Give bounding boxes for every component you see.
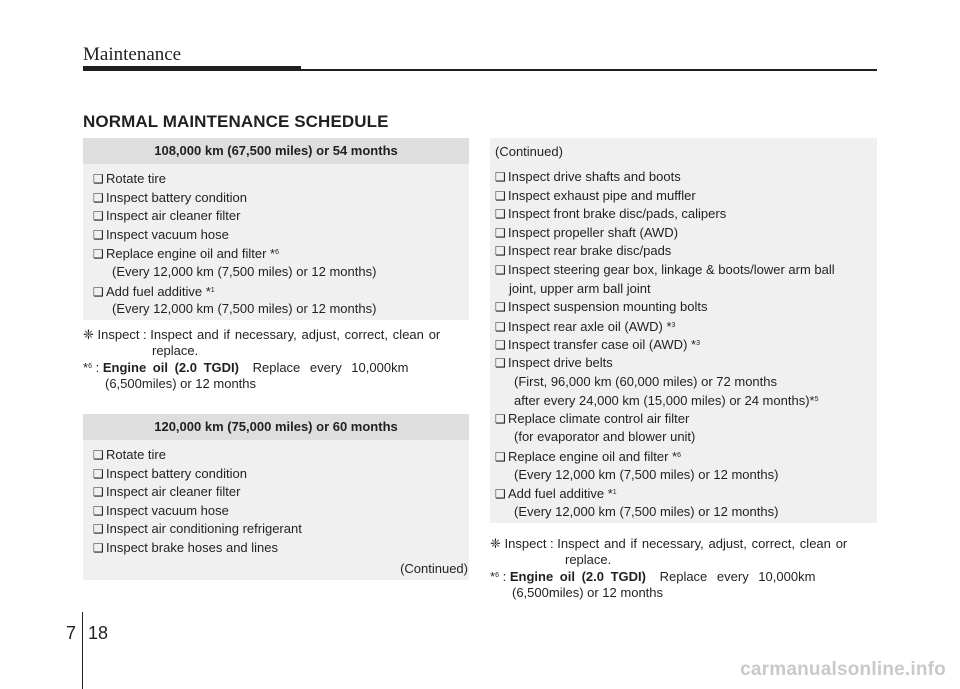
checklist-item-text: Inspect battery condition bbox=[106, 465, 247, 481]
checkbox-icon: ❑ bbox=[495, 188, 506, 203]
checklist-item-text: Inspect front brake disc/pads, calipers bbox=[508, 206, 727, 222]
checklist-item-text: Rotate tire bbox=[106, 171, 166, 186]
checklist-item-text: Rotate tire bbox=[106, 447, 166, 462]
checklist-item bbox=[93, 282, 459, 301]
footnote-colon: : bbox=[502, 569, 507, 584]
checklist-subtext bbox=[495, 503, 867, 522]
checklist-item-text: Inspect exhaust pipe and muffler bbox=[508, 187, 696, 203]
header-rule-thick bbox=[83, 66, 301, 71]
checkbox-icon: ❑ bbox=[495, 207, 506, 222]
footnote-sup: 5 bbox=[814, 396, 819, 404]
checklist-item-text: Inspect rear brake disc/pads bbox=[508, 243, 672, 259]
checkbox-icon: ❑ bbox=[93, 540, 104, 555]
chapter-number: 7 bbox=[66, 623, 77, 643]
continued-label: (Continued) bbox=[495, 144, 563, 159]
checklist-subtext-text: joint, upper arm ball joint bbox=[509, 280, 651, 296]
checklist-item bbox=[93, 244, 459, 263]
checklist-item bbox=[495, 298, 867, 317]
checklist-subtext bbox=[495, 466, 867, 485]
checklist-item-text: Add fuel additive * bbox=[508, 486, 613, 502]
footnote-sup: 6 bbox=[88, 363, 92, 370]
checklist-item bbox=[495, 242, 867, 261]
checklist-subtext-text: (for evaporator and blower unit) bbox=[514, 429, 696, 445]
checkbox-icon: ❑ bbox=[495, 244, 506, 259]
schedule-box-continued bbox=[490, 138, 877, 523]
note-symbol-icon: ❈ bbox=[490, 536, 501, 551]
footnote-sup: 1 bbox=[612, 489, 617, 497]
checklist-subtext bbox=[495, 373, 867, 392]
schedule-box-heading: 108,000 km (67,500 miles) or 54 months bbox=[83, 138, 469, 164]
checklist-item bbox=[495, 354, 867, 373]
page-number: 18 bbox=[88, 623, 109, 643]
checklist-subtext bbox=[495, 428, 867, 447]
checklist bbox=[83, 440, 469, 558]
checkbox-icon: ❑ bbox=[495, 319, 506, 334]
footnote-line bbox=[83, 359, 469, 376]
checklist-item-text: Inspect transfer case oil (AWD) * bbox=[508, 337, 697, 353]
footnote-sup: 3 bbox=[671, 321, 676, 329]
checklist-item-text: Inspect vacuum hose bbox=[106, 502, 229, 518]
inspect-note-line bbox=[83, 327, 469, 343]
checklist-item-text: Inspect suspension mounting bolts bbox=[508, 299, 708, 315]
footnote-text: Replace every 10,000km bbox=[659, 569, 816, 584]
checklist-subtext-text: after every 24,000 km (15,000 miles) or 24 months)* bbox=[514, 393, 815, 409]
footnote-mark: * bbox=[490, 569, 496, 584]
checkbox-icon: ❑ bbox=[495, 170, 506, 184]
checklist bbox=[490, 164, 877, 521]
checklist-item-text: Replace climate control air filter bbox=[508, 410, 690, 426]
checkbox-icon: ❑ bbox=[93, 466, 104, 481]
schedule-box-120000 bbox=[83, 414, 469, 580]
footer-divider bbox=[82, 612, 83, 689]
checklist-item-text: Replace engine oil and filter * bbox=[106, 246, 276, 262]
checklist-subtext-text: (Every 12,000 km (7,500 miles) or 12 months) bbox=[514, 503, 779, 519]
footnote-line bbox=[490, 568, 877, 585]
footnote-sup: 6 bbox=[495, 572, 499, 579]
footnote-sup: 3 bbox=[696, 340, 700, 348]
footnote-sup: 1 bbox=[210, 286, 215, 294]
footnote-colon: : bbox=[95, 360, 100, 375]
checklist-item-text: Replace engine oil and filter * bbox=[508, 448, 678, 464]
checklist-item-text: Inspect air cleaner filter bbox=[106, 484, 241, 500]
header-rule-thin bbox=[301, 69, 877, 71]
footnote-bold: Engine oil (2.0 TGDI) bbox=[102, 360, 239, 375]
checklist-subtext-text: (Every 12,000 km (7,500 miles) or 12 months) bbox=[112, 301, 377, 317]
checklist-item-text: Inspect steering gear box, linkage & boots/lower arm ball bbox=[508, 261, 835, 277]
checklist-item bbox=[495, 335, 867, 354]
inspect-note bbox=[490, 536, 877, 601]
footnote-text: Replace every 10,000km bbox=[252, 360, 409, 375]
checklist-subtext bbox=[93, 300, 459, 319]
checkbox-icon: ❑ bbox=[93, 485, 104, 500]
checkbox-icon: ❑ bbox=[93, 227, 104, 242]
footnote-sup: 6 bbox=[677, 451, 682, 459]
checkbox-icon: ❑ bbox=[93, 284, 104, 299]
continued-label: (Continued) bbox=[400, 561, 468, 576]
checklist-item bbox=[93, 539, 459, 558]
checklist-subtext-text: (First, 96,000 km (60,000 miles) or 72 months bbox=[514, 373, 777, 389]
checklist-item bbox=[93, 502, 459, 521]
checkbox-icon: ❑ bbox=[495, 338, 506, 353]
checklist-subtext bbox=[495, 280, 867, 299]
checklist-item bbox=[495, 484, 867, 503]
section-title: NORMAL MAINTENANCE SCHEDULE bbox=[83, 112, 389, 131]
checklist-item-text: Inspect rear axle oil (AWD) * bbox=[508, 318, 672, 334]
checkbox-icon: ❑ bbox=[93, 503, 104, 518]
checklist-item-text: Inspect battery condition bbox=[106, 189, 247, 205]
checklist-item bbox=[495, 168, 867, 187]
checkbox-icon: ❑ bbox=[495, 449, 506, 464]
footnote-mark: * bbox=[83, 360, 89, 375]
inspect-note-line bbox=[490, 536, 877, 552]
checklist-item bbox=[495, 224, 867, 243]
checkbox-icon: ❑ bbox=[495, 411, 506, 426]
checklist-item bbox=[93, 465, 459, 484]
schedule-box-108000 bbox=[83, 138, 469, 320]
inspect-text-cont: replace. bbox=[152, 343, 199, 358]
checklist-item-text: Inspect drive belts bbox=[508, 354, 613, 370]
footnote-text-cont: (6,500miles) or 12 months bbox=[105, 376, 257, 391]
inspect-text: Inspect and if necessary, adjust, correct, clean or bbox=[150, 327, 441, 342]
checkbox-icon: ❑ bbox=[93, 209, 104, 224]
footnote-text-cont: (6,500miles) or 12 months bbox=[512, 585, 664, 600]
checklist-subtext-text: (Every 12,000 km (7,500 miles) or 12 months) bbox=[112, 263, 377, 279]
checkbox-icon: ❑ bbox=[495, 355, 506, 370]
inspect-label: Inspect : bbox=[504, 536, 554, 551]
checklist-item bbox=[495, 205, 867, 224]
checklist-subtext bbox=[93, 263, 459, 282]
checklist-subtext bbox=[495, 391, 867, 410]
checklist-item bbox=[93, 483, 459, 502]
checklist bbox=[83, 164, 469, 319]
checklist-item bbox=[495, 261, 867, 280]
checklist-item-text: Inspect brake hoses and lines bbox=[106, 539, 278, 555]
checklist-item bbox=[93, 170, 459, 189]
watermark: carmanualsonline.info bbox=[740, 659, 946, 680]
checklist-item bbox=[495, 317, 867, 336]
checklist-item bbox=[93, 520, 459, 539]
page-header-title: Maintenance bbox=[83, 44, 182, 65]
checkbox-icon: ❑ bbox=[93, 522, 104, 537]
checklist-item bbox=[93, 226, 459, 245]
checkbox-icon: ❑ bbox=[495, 262, 506, 277]
checkbox-icon: ❑ bbox=[93, 247, 104, 262]
checklist-item bbox=[93, 189, 459, 208]
inspect-text: Inspect and if necessary, adjust, correct, clean or bbox=[557, 536, 848, 551]
checklist-item-text: Inspect air conditioning refrigerant bbox=[106, 521, 302, 537]
checkbox-icon: ❑ bbox=[495, 225, 506, 240]
checkbox-icon: ❑ bbox=[495, 300, 506, 315]
checklist-item bbox=[93, 446, 459, 465]
checklist-item bbox=[93, 207, 459, 226]
checklist-item-text: Inspect drive shafts and boots bbox=[508, 169, 681, 184]
inspect-note bbox=[83, 327, 469, 392]
schedule-box-heading: 120,000 km (75,000 miles) or 60 months bbox=[83, 414, 469, 440]
checklist-item bbox=[495, 410, 867, 429]
checklist-item-text: Inspect propeller shaft (AWD) bbox=[508, 224, 679, 240]
inspect-label: Inspect : bbox=[97, 327, 147, 342]
footnote-bold: Engine oil (2.0 TGDI) bbox=[509, 569, 646, 584]
checklist-item-text: Inspect air cleaner filter bbox=[106, 208, 241, 224]
checklist-item bbox=[495, 447, 867, 466]
checkbox-icon: ❑ bbox=[93, 172, 104, 186]
checkbox-icon: ❑ bbox=[93, 448, 104, 462]
checklist-item-text: Inspect vacuum hose bbox=[106, 226, 229, 242]
checklist-item-text: Add fuel additive * bbox=[106, 283, 211, 299]
checklist-subtext-text: (Every 12,000 km (7,500 miles) or 12 months) bbox=[514, 466, 779, 482]
checkbox-icon: ❑ bbox=[495, 487, 506, 502]
note-symbol-icon: ❈ bbox=[83, 327, 94, 342]
checkbox-icon: ❑ bbox=[93, 190, 104, 205]
checklist-item bbox=[495, 187, 867, 206]
footnote-sup: 6 bbox=[275, 249, 280, 257]
inspect-text-cont: replace. bbox=[565, 552, 612, 567]
